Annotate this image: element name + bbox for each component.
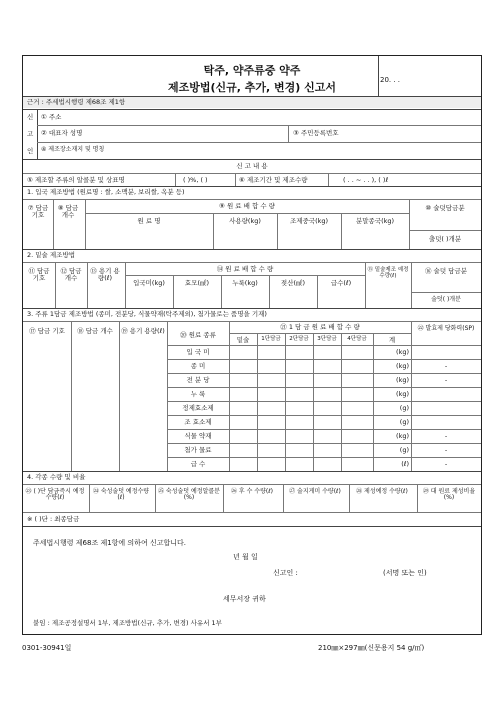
s2-col14-sub-0: 입국미(kg) bbox=[133, 279, 165, 287]
item6-label: ⑥ 제조기간 및 제조수량 bbox=[239, 176, 308, 184]
s3-col20: ⑳ 원료 종류 bbox=[180, 331, 216, 339]
material-row-unit: (kg) bbox=[396, 361, 409, 370]
s2-col16: ⑯ 술덧 담금분 bbox=[424, 267, 468, 275]
form-title-line2: 제조방법(신규, 추가, 변경) 신고서 bbox=[167, 81, 337, 94]
s3-col17: ⑰ 담금 기호 bbox=[29, 327, 65, 335]
s2-col16-sub: 술덧( )개분 bbox=[431, 296, 461, 303]
s3-col18: ⑱ 담금 개수 bbox=[77, 327, 113, 335]
material-row-unit: (ℓ) bbox=[401, 459, 409, 468]
material-row-sp: - bbox=[444, 445, 448, 454]
closing-date: 년 월 일 bbox=[233, 553, 258, 561]
s3-col21-sub-0: 밑술 bbox=[236, 336, 250, 344]
s2-col14-sub-2: 누룩(kg) bbox=[232, 279, 258, 287]
section4-heading: 4. 각종 수량 및 비율 bbox=[27, 473, 86, 481]
material-row-name: 정제효소제 bbox=[182, 403, 214, 412]
form-number: 0301-30941일 bbox=[22, 644, 72, 652]
legal-basis: 근거 : 주세법시행령 제68조 제1항 bbox=[27, 98, 126, 106]
material-row-name: 입 국 미 bbox=[186, 347, 210, 356]
s1-col8: ⑧ 담금 개수 bbox=[57, 204, 79, 219]
material-row-unit: (g) bbox=[399, 445, 409, 454]
declaration-heading: 신 고 내 용 bbox=[236, 162, 268, 170]
applicant-side-2: 고 bbox=[27, 130, 34, 138]
material-row-sp: - bbox=[444, 375, 448, 384]
s4-col24: ㉔ 숙성술덧 예정수량(ℓ) bbox=[92, 488, 150, 501]
s1-col9-sub-0: 원 료 명 bbox=[137, 217, 161, 225]
s3-col21-sub-4: 4단담금 bbox=[347, 336, 367, 342]
paper-spec: 210㎜×297㎜(신문용지 54 g/㎡) bbox=[318, 644, 425, 652]
s4-col29: ㉙ 대 원료 제성비율(%) bbox=[422, 488, 476, 501]
signature-label: (서명 또는 인) bbox=[383, 569, 427, 577]
material-row-name: 식물 약재 bbox=[184, 431, 212, 440]
s2-col15: ⑮ 밑술제조 예정수량(ℓ) bbox=[367, 267, 409, 279]
s1-col9-sub-1: 사용량(kg) bbox=[229, 217, 261, 225]
material-row-unit: (g) bbox=[399, 417, 409, 426]
material-row-unit: (kg) bbox=[396, 375, 409, 384]
material-row-name: 조 효소제 bbox=[184, 417, 212, 426]
s1-col9: ⑨ 원 료 배 합 수 량 bbox=[219, 202, 275, 210]
s4-final-note: ※ ( )단 : 최종담금 bbox=[27, 515, 80, 523]
material-row-sp: - bbox=[444, 431, 448, 440]
section1-heading: 1. 입국 제조방법 (원료명 : 쌀, 소맥분, 보리쌀, 옥분 등) bbox=[27, 188, 185, 196]
s3-col21-sub-1: 1단담금 bbox=[261, 336, 281, 342]
s2-col13: ⑬ 용기 용량(ℓ) bbox=[90, 267, 120, 282]
s2-col14-sub-4: 급수(ℓ) bbox=[330, 279, 352, 287]
s4-col23: ㉓ ( )단 담금즉시 예정수량(ℓ) bbox=[25, 488, 85, 501]
factory-label: ④ 제조장소재지 및 명칭 bbox=[41, 146, 105, 153]
s4-col26: ㉖ 후 수 수량(ℓ) bbox=[230, 488, 274, 495]
resident-number-label: ③ 주민등록번호 bbox=[293, 129, 339, 137]
material-row-unit: (kg) bbox=[396, 347, 409, 356]
material-row-name: 급 수 bbox=[190, 459, 206, 468]
s4-col25: ㉕ 숙성술덧 예정알콜분(%) bbox=[158, 488, 220, 501]
date-placeholder: 20. . . bbox=[380, 76, 401, 84]
s3-col21-sub-3: 3단담금 bbox=[317, 336, 337, 342]
s2-col14: ⑭ 원 료 배 합 수 량 bbox=[216, 265, 274, 273]
applicant-side-3: 인 bbox=[27, 147, 34, 155]
section2-heading: 2. 밑술 제조방법 bbox=[27, 251, 76, 259]
material-row-unit: (kg) bbox=[396, 389, 409, 398]
s3-col21-sub-2: 2단담금 bbox=[289, 336, 309, 342]
s3-col21: ㉑ 1 담 금 원 료 배 합 수 량 bbox=[280, 323, 360, 331]
s1-col10: ⑩ 술덧담금분 bbox=[425, 204, 465, 212]
material-row-name: 누 룩 bbox=[190, 389, 206, 398]
s2-col14-sub-1: 효모(㎖) bbox=[184, 279, 210, 287]
form-frame bbox=[22, 55, 482, 635]
s1-col10-sub: 출덧( )개분 bbox=[428, 235, 462, 243]
item5-label: ⑤ 제조할 주류의 알콜분 및 상표명 bbox=[27, 176, 125, 184]
s4-col28: ㉘ 제성예정 수량(ℓ) bbox=[356, 488, 408, 495]
material-row-name: 전 분 당 bbox=[186, 375, 210, 384]
s3-col21-sub-5: 계 bbox=[388, 336, 396, 344]
material-row-unit: (kg) bbox=[396, 431, 409, 440]
s2-col12: ⑫ 담금 개수 bbox=[60, 267, 82, 282]
s3-col22: ㉒ 발효제 당화력(SP) bbox=[417, 325, 475, 332]
closing-statement: 주세법시행령 제68조 제1항에 의하여 신고합니다. bbox=[33, 539, 186, 547]
s1-col9-sub-2: 조제중국(kg) bbox=[289, 217, 329, 225]
item5-value: ( )%, ( ) bbox=[183, 176, 208, 184]
material-row-sp: - bbox=[444, 361, 448, 370]
material-row-unit: (g) bbox=[399, 403, 409, 412]
s3-col19: ⑲ 용기 용량(ℓ) bbox=[121, 327, 165, 335]
reporter-label: 신고인 : bbox=[273, 569, 298, 577]
attachment-note: 붙임 : 제조공정설명서 1부, 제조방법(신규, 추가, 변경) 사유서 1부 bbox=[33, 619, 222, 627]
representative-label: ② 대표자 성명 bbox=[41, 129, 83, 137]
s2-col11: ⑪ 담금 기호 bbox=[28, 267, 50, 282]
s2-col14-sub-3: 젖산(㎖) bbox=[280, 279, 306, 287]
address-label: ① 주소 bbox=[41, 113, 62, 121]
applicant-side-1: 신 bbox=[27, 113, 34, 121]
s4-col27: ㉗ 술지게미 수량(ℓ) bbox=[289, 488, 341, 495]
material-row-sp: - bbox=[444, 459, 448, 468]
s1-col7: ⑦ 담금 기호 bbox=[27, 204, 49, 219]
item6-value: ( . . ~ . . ), ( )ℓ bbox=[343, 176, 389, 184]
material-row-name: 종 미 bbox=[190, 361, 206, 370]
section3-heading: 3. 주류 1담금 제조방법 (종미, 전분당, 식물약재(탁주제외), 첨가물로는 품명을 기재) bbox=[27, 310, 267, 318]
recipient-label: 세무서장 귀하 bbox=[223, 595, 266, 603]
material-row-name: 첨가 물료 bbox=[184, 445, 212, 454]
s1-col9-sub-3: 분말종국(kg) bbox=[355, 217, 395, 225]
form-title-line1: 탁주, 약주류중 약주 bbox=[203, 64, 301, 77]
